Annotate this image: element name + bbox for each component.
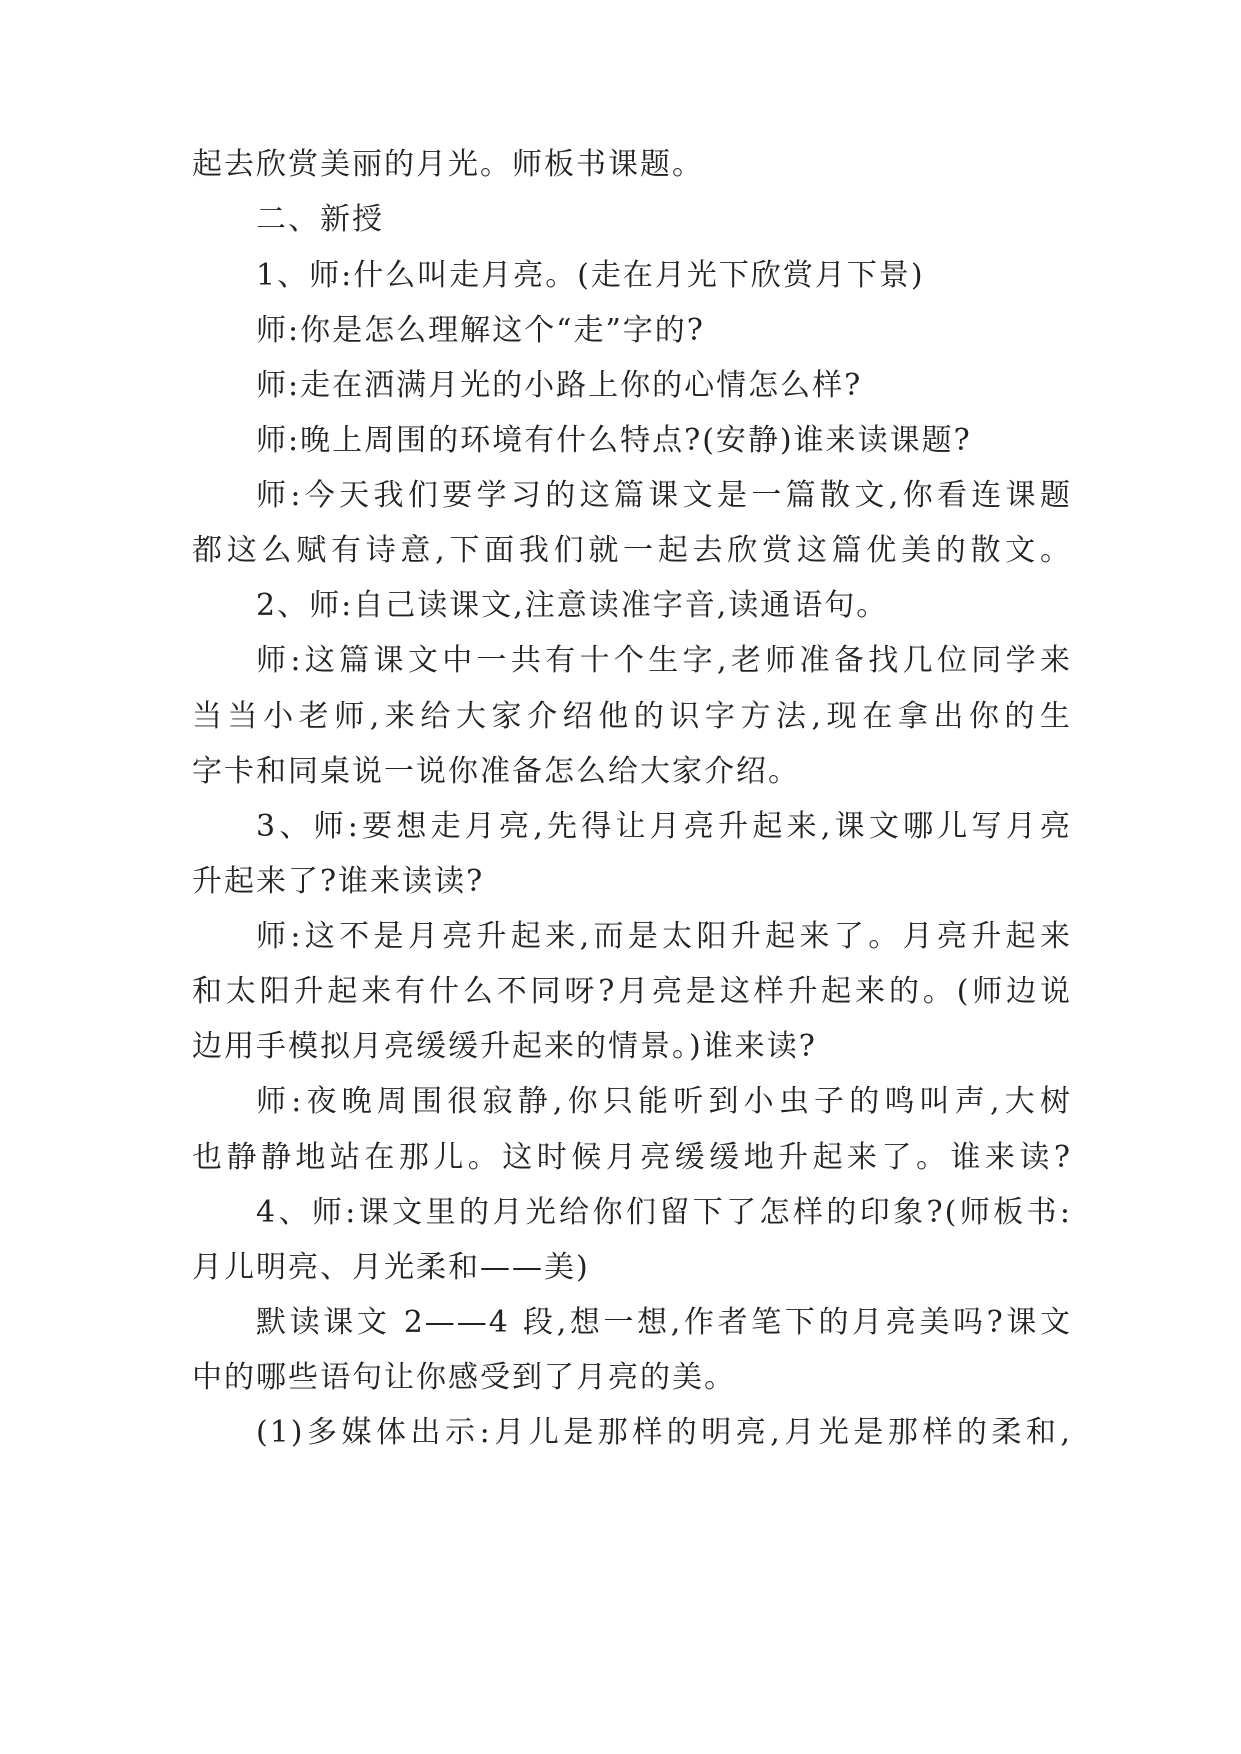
paragraph-line: 师:今天我们要学习的这篇课文是一篇散文,你看连课题 — [256, 478, 1072, 513]
paragraph-line: 升起来了?谁来读读? — [192, 864, 485, 899]
paragraph-line: (1)多媒体出示:月儿是那样的明亮,月光是那样的柔和, — [256, 1415, 1072, 1450]
paragraph-line: 师:夜晚周围很寂静,你只能听到小虫子的鸣叫声,大树 — [256, 1084, 1072, 1119]
paragraph-line: 边用手模拟月亮缓缓升起来的情景。)谁来读? — [192, 1029, 817, 1064]
paragraph-line: 师:这篇课文中一共有十个生字,老师准备找几位同学来 — [256, 643, 1072, 678]
paragraph-line: 2、师:自己读课文,注意读准字音,读通语句。 — [256, 588, 889, 623]
paragraph-line: 字卡和同桌说一说你准备怎么给大家介绍。 — [192, 754, 800, 789]
section-heading: 二、新授 — [256, 202, 384, 237]
paragraph-line: 师:晚上周围的环境有什么特点?(安静)谁来读课题? — [256, 423, 972, 458]
paragraph-line: 默读课文 2——4 段,想一想,作者笔下的月亮美吗?课文 — [256, 1305, 1072, 1340]
paragraph-line: 月儿明亮、月光柔和——美) — [192, 1250, 590, 1285]
paragraph-line: 师:这不是月亮升起来,而是太阳升起来了。月亮升起来 — [256, 919, 1072, 954]
paragraph-line: 中的哪些语句让你感受到了月亮的美。 — [192, 1360, 736, 1395]
paragraph-line: 师:走在洒满月光的小路上你的心情怎么样? — [256, 368, 863, 403]
paragraph-line: 师:你是怎么理解这个“走”字的? — [256, 313, 705, 348]
paragraph-line: 1、师:什么叫走月亮。(走在月光下欣赏月下景) — [256, 258, 925, 293]
paragraph-line: 和太阳升起来有什么不同呀?月亮是这样升起来的。(师边说 — [192, 974, 1072, 1009]
paragraph-line: 起去欣赏美丽的月光。师板书课题。 — [192, 147, 704, 182]
paragraph-line: 也静静地站在那儿。这时候月亮缓缓地升起来了。谁来读? — [192, 1140, 1072, 1175]
paragraph-line: 3、师:要想走月亮,先得让月亮升起来,课文哪儿写月亮 — [256, 809, 1072, 844]
paragraph-line: 4、师:课文里的月光给你们留下了怎样的印象?(师板书: — [256, 1195, 1072, 1230]
paragraph-line: 都这么赋有诗意,下面我们就一起去欣赏这篇优美的散文。 — [192, 533, 1072, 568]
paragraph-line: 当当小老师,来给大家介绍他的识字方法,现在拿出你的生 — [192, 699, 1072, 734]
